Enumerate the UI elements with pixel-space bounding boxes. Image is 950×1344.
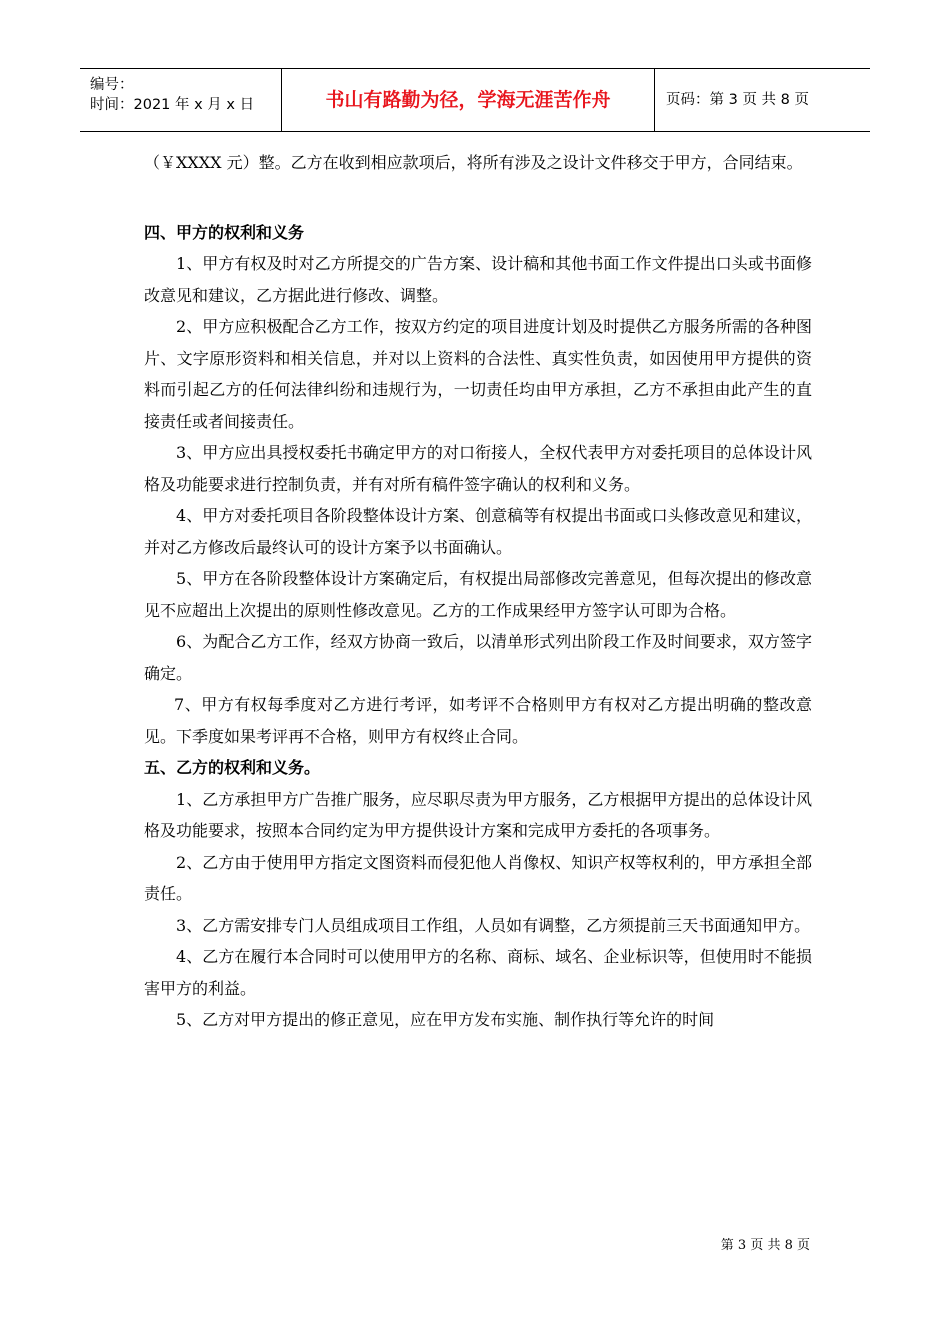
section-4-item-7: 7、甲方有权每季度对乙方进行考评，如考评不合格则甲方有权对乙方提出明确的整改意见。下季度如果考评再不合格，则甲方有权终止合同。: [144, 695, 812, 746]
section-5-item-5: 5、乙方对甲方提出的修正意见，应在甲方发布实施、制作执行等允许的时间: [176, 1010, 715, 1029]
section-4-item-2: 2、甲方应积极配合乙方工作，按双方约定的项目进度计划及时提供乙方服务所需的各种图片、文字原形资料和相关信息，并对以上资料的合法性、真实性负责，如因使用甲方提供的资料而引起乙方的任何法律纠纷和违规行为，一切责任均由甲方承担，乙方不承担由此产生的直接责任或者间接责任。: [144, 317, 812, 431]
section-4-item-4: 4、甲方对委托项目各阶段整体设计方案、创意稿等有权提出书面或口头修改意见和建议，并对乙方修改后最终认可的设计方案予以书面确认。: [144, 506, 812, 557]
intro-paragraph: （￥XXXX 元）整。乙方在收到相应款项后，将所有涉及之设计文件移交于甲方，合同结束。: [144, 153, 803, 172]
header-page-info: 页码：第 3 页 共 8 页: [666, 92, 809, 108]
header-motto: 书山有路勤为径，学海无涯苦作舟: [325, 89, 611, 111]
section-4-item-3: 3、甲方应出具授权委托书确定甲方的对口衔接人，全权代表甲方对委托项目的总体设计风格及功能要求进行控制负责，并有对所有稿件签字确认的权利和义务。: [144, 443, 812, 494]
serial-label: 编号：: [90, 77, 134, 93]
document-body: [144, 147, 812, 1036]
section-5-item-4: 4、乙方在履行本合同时可以使用甲方的名称、商标、域名、企业标识等，但使用时不能损害甲方的利益。: [144, 947, 812, 998]
blank-line: [144, 179, 812, 217]
section-4-item-5: 5、甲方在各阶段整体设计方案确定后，有权提出局部修改完善意见，但每次提出的修改意见不应超出上次提出的原则性修改意见。乙方的工作成果经甲方签字认可即为合格。: [144, 569, 812, 620]
section-4-title: 四、甲方的权利和义务: [144, 222, 305, 242]
section-5-item-3: 3、乙方需安排专门人员组成项目工作组，人员如有调整，乙方须提前三天书面通知甲方。: [176, 915, 811, 935]
header-divider: [654, 69, 655, 131]
page-footer: 第 3 页 共 8 页: [720, 1238, 810, 1253]
header-meta: [90, 75, 254, 115]
section-5-title: 五、乙方的权利和义务。: [144, 758, 321, 777]
page-header: [80, 68, 870, 132]
section-4-item-1: 1、甲方有权及时对乙方所提交的广告方案、设计稿和其他书面工作文件提出口头或书面修改意见和建议，乙方据此进行修改、调整。: [144, 254, 812, 305]
section-4-item-6: 6、为配合乙方工作，经双方协商一致后，以清单形式列出阶段工作及时间要求，双方签字确定。: [144, 632, 812, 683]
time-label: 时间：2021 年 x 月 x 日: [90, 97, 255, 113]
section-5-item-1: 1、乙方承担甲方广告推广服务，应尽职尽责为甲方服务，乙方根据甲方提出的总体设计风格及功能要求，按照本合同约定为甲方提供设计方案和完成甲方委托的各项事务。: [144, 789, 812, 840]
section-5-item-2: 2、乙方由于使用甲方指定文图资料而侵犯他人肖像权、知识产权等权利的，甲方承担全部责任。: [144, 852, 812, 903]
